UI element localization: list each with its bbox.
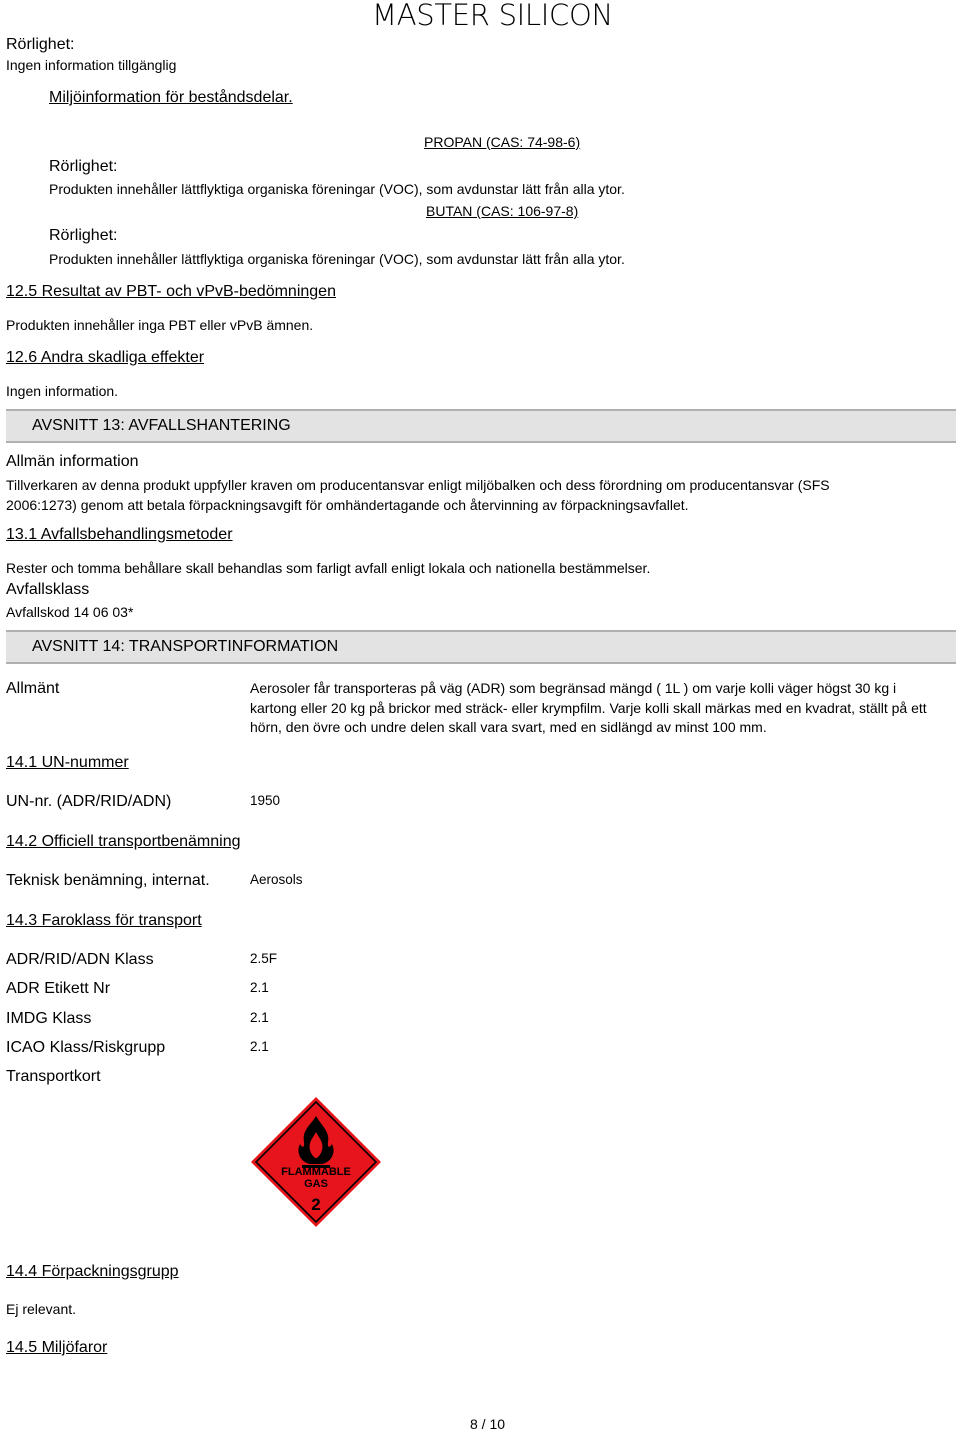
mobility-label: Rörlighet: <box>6 36 75 53</box>
component-mobility-label: Rörlighet: <box>49 227 118 244</box>
section-14-title: AVSNITT 14: TRANSPORTINFORMATION <box>32 638 339 655</box>
section-14-1-heading: 14.1 UN-nummer <box>6 754 129 771</box>
waste-class-heading: Avfallsklass <box>6 581 90 598</box>
label-line-2: GAS <box>304 1178 328 1190</box>
hazard-class-value: 2.1 <box>250 1039 269 1054</box>
transport-general-text: Aerosoler får transporteras på väg (ADR) som begränsad mängd ( 1L ) om varje kolli väger högst 30 kg i kartong eller 20 kg på brickor med sträck- eller krympfilm. Varje kolli skall märkas med en kvadrat, ställt på ett hörn, den övre och undre delen skall vara svart, med en sidlängd av minst 100 mm. <box>250 680 927 735</box>
hazard-class-value: 2.5F <box>250 951 278 966</box>
mobility-text: Ingen information tillgänglig <box>6 57 177 73</box>
section-14-4-heading: 14.4 Förpackningsgrupp <box>6 1263 179 1280</box>
env-info-heading: Miljöinformation för beståndsdelar. <box>49 89 293 106</box>
document-title: MASTER SILICON <box>372 0 613 32</box>
label-line-1: FLAMMABLE <box>281 1166 351 1178</box>
waste-code: Avfallskod 14 06 03* <box>6 604 134 620</box>
section-13-title: AVSNITT 13: AVFALLSHANTERING <box>32 417 291 434</box>
component-name-butan: BUTAN (CAS: 106-97-8) <box>426 203 579 219</box>
component-mobility-text: Produkten innehåller lättflyktiga organiska föreningar (VOC), som avdunstar lätt från alla ytor. <box>49 181 625 197</box>
un-number-label: UN-nr. (ADR/RID/ADN) <box>6 793 172 810</box>
page-number: 8 / 10 <box>470 1416 506 1432</box>
section-13-1-text: Rester och tomma behållare skall behandlas som farligt avfall enligt lokala och nationella bestämmelser. <box>6 560 651 576</box>
hazard-class-label: IMDG Klass <box>6 1010 92 1027</box>
un-number-value: 1950 <box>250 793 281 808</box>
general-info-text: Tillverkaren av denna produkt uppfyller kraven om producentansvar enligt miljöbalken och dess förordning om producentansvar (SFS 2006:1273) genom att betala förpackningsavgift för omhändertagande och återvinning av förpackningsavfallet. <box>6 477 830 513</box>
component-mobility-text: Produkten innehåller lättflyktiga organiska föreningar (VOC), som avdunstar lätt från alla ytor. <box>49 251 625 267</box>
flammable-gas-label <box>250 1096 382 1228</box>
section-12-5-heading: 12.5 Resultat av PBT- och vPvB-bedömningen <box>6 283 336 300</box>
technical-name-value: Aerosols <box>250 872 303 887</box>
label-class-number: 2 <box>311 1195 321 1214</box>
section-14-5-heading: 14.5 Miljöfaror <box>6 1339 108 1356</box>
section-14-bar <box>6 630 956 664</box>
section-14-3-heading: 14.3 Faroklass för transport <box>6 912 202 929</box>
section-13-bar <box>6 409 956 443</box>
section-14-4-text: Ej relevant. <box>6 1301 77 1317</box>
hazard-class-value: 2.1 <box>250 1010 269 1025</box>
hazard-class-label: ICAO Klass/Riskgrupp <box>6 1039 166 1056</box>
hazard-diamond <box>250 1096 382 1228</box>
hazard-class-label: ADR/RID/ADN Klass <box>6 951 154 968</box>
transport-general-label: Allmänt <box>6 680 60 697</box>
section-12-5-text: Produkten innehåller inga PBT eller vPvB ämnen. <box>6 317 314 333</box>
component-mobility-label: Rörlighet: <box>49 158 118 175</box>
general-info-heading: Allmän information <box>6 453 139 470</box>
component-name-propan: PROPAN (CAS: 74-98-6) <box>424 134 581 150</box>
section-14-2-heading: 14.2 Officiell transportbenämning <box>6 833 241 850</box>
hazard-class-label: ADR Etikett Nr <box>6 980 111 997</box>
technical-name-label: Teknisk benämning, internat. <box>6 872 210 889</box>
hazard-class-value: 2.1 <box>250 980 269 995</box>
section-12-6-heading: 12.6 Andra skadliga effekter <box>6 349 205 366</box>
transport-card-label: Transportkort <box>6 1068 101 1085</box>
section-12-6-text: Ingen information. <box>6 383 119 399</box>
section-13-1-heading: 13.1 Avfallsbehandlingsmetoder <box>6 526 233 543</box>
